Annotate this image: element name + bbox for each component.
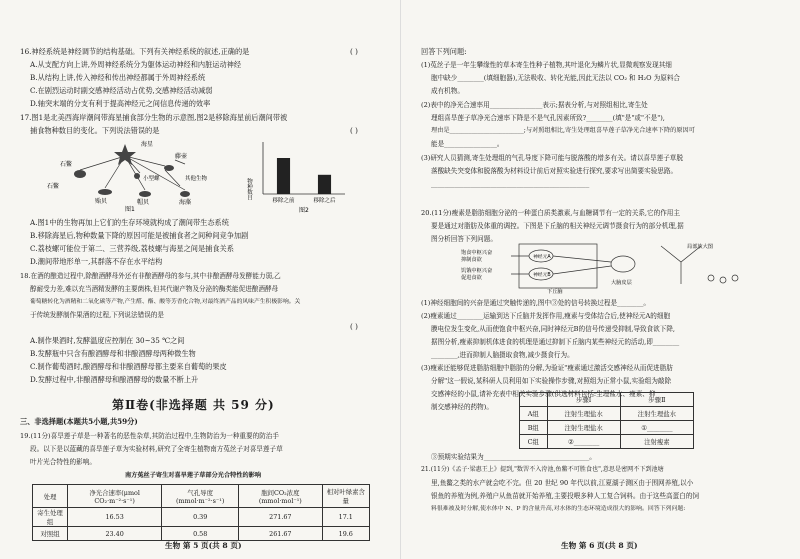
q16-stem: 16.神经系统是神经调节的结构基础。下列有关神经系统的叙述,正确的是 — [20, 47, 250, 56]
q21-stem-line4: 料很难被及时分解,使水体中 N、P 的含量升高,对水体的生态环境造成很大的影响。回答下列问题: — [431, 506, 686, 512]
table-row — [33, 527, 370, 541]
q17-stem-line1: 17.图1是北美西海岸潮间带海星捕食部分生物的示意图,图2是移除海星前后潮间带被 — [20, 113, 288, 122]
q17-option-b: B.移除海星后,物种数量下降的原因可能是被捕食者之间种间竞争加剧 — [30, 231, 249, 240]
q19-table-title: 南方菟丝子寄生对喜旱莲子草部分光合特性的影响 — [125, 472, 262, 479]
fw-label-chiton: 石鳖 — [60, 161, 73, 168]
fw-label-snail: 小型螺 — [143, 176, 160, 182]
q20-2-line2: 膜电位发生变化,从而使饱食中枢兴奋,同时神经元B的信号传递受抑制,导致食欲下降, — [431, 325, 676, 333]
q19-1-line3: 成有机物。 — [431, 87, 464, 95]
table-cell: 注射瘦素 — [620, 435, 693, 449]
label-cortex: 大脑皮层 — [611, 280, 632, 286]
fig2-ylabel: 物种数目 — [246, 178, 252, 200]
table-cell: 19.6 — [322, 527, 370, 541]
q19-3-line3: ________________________________________________ — [431, 180, 590, 188]
table-header-cell — [520, 393, 548, 407]
table-row — [520, 435, 694, 449]
fw-label-starfish: 海星 — [141, 141, 154, 148]
page-footer-right: 生物 第 6 页(共 8 页) — [561, 541, 638, 550]
table-cell: 23.40 — [68, 527, 162, 541]
label-promote: 促进食欲 — [461, 275, 482, 281]
q20-steps-table — [519, 392, 694, 449]
table-cell: 对照组 — [33, 527, 68, 541]
q17-food-web-figure — [45, 138, 225, 212]
label-satiety: 饱食中枢兴奋 — [461, 250, 493, 256]
q20-stem-line1: 20.(11分)瘦素是脂肪细胞分泌的一种蛋白质类激素,与血糖调节有一定的关系,它的作用主 — [421, 209, 680, 217]
label-neuron-a: 神经元A — [533, 255, 551, 260]
q18-answer-paren: ( ) — [350, 322, 358, 331]
label-zoom: 局部放大图 — [687, 244, 713, 250]
q18-option-a: A.制作果酒时,发酵温度应控制在 30~35 ℃之间 — [30, 336, 185, 345]
fw-label-limpet: 帽贝 — [137, 199, 150, 206]
table-header-cell: 胞间CO₂浓度(mmol·mol⁻¹) — [239, 485, 322, 508]
table-header-cell: 处理 — [33, 485, 68, 508]
x-tick-label: 移除之前 — [272, 198, 295, 204]
table-row — [520, 421, 694, 435]
q19-2-line1: (2)表中的净光合速率用________________表示;据表分析,与对照组相比,寄生处 — [421, 101, 648, 109]
fw-label-chiton2: 石鳖 — [47, 183, 60, 190]
q19-stem-line1: 19.(11分)喜旱莲子草是一种著名的恶性杂草,其防治过程中,生物防治为一种重要的防治手 — [20, 432, 279, 440]
q18-option-b: B.发酵瓶中只含有酿酒酵母和非酿酒酵母两种微生物 — [30, 349, 196, 358]
table-row — [33, 508, 370, 527]
q17-option-a: A.图1中的生物再加上它们的生存环境就构成了潮间带生态系统 — [30, 218, 229, 227]
fw-label-other: 其他生物 — [185, 176, 208, 182]
q19-stem-line2: 段。以下是以蓝藏的喜旱莲子草为实验材料,研究了全寄生植物南方菟丝子对喜旱莲子草 — [30, 445, 283, 453]
q21-stem-line2: 里,鱼鳖之类的水产就会吃不完。但 20 世纪 90 年代以前,江夏湖子测区由于围网养殖,以小 — [431, 479, 694, 487]
q20-neuron-diagram — [461, 240, 761, 294]
table-cell: 寄生处理组 — [33, 508, 68, 527]
table-cell: 0.58 — [162, 527, 239, 541]
fw-label-mussel: 贻贝 — [95, 198, 108, 205]
right-page — [400, 0, 800, 559]
page-footer-left: 生物 第 5 页(共 8 页) — [165, 541, 242, 550]
q16-answer-paren: ( ) — [350, 47, 358, 56]
q20-1: (1)神经细胞间的兴奋是通过突触传递的,图中③处的信号转换过程是________。 — [421, 299, 651, 307]
bar-0 — [277, 158, 290, 194]
part2-title: 第Ⅱ卷(非选择题 共 59 分) — [112, 398, 275, 412]
table-cell: ②________ — [547, 435, 620, 449]
table-cell: 17.1 — [322, 508, 370, 527]
table-cell: 注射生理盐水 — [620, 407, 693, 421]
table-cell: B组 — [520, 421, 548, 435]
table-cell: C组 — [520, 435, 548, 449]
q19-data-table — [32, 484, 370, 541]
fig2-caption: 图2 — [299, 207, 309, 214]
q18-stem-line1: 18.在酒的酿造过程中,除酿酒酵母外还有非酿酒酵母的参与,其中非酿酒酵母发酵能力弱,乙 — [20, 272, 281, 280]
table-header-cell: 净光合速率(μmol CO₂·m⁻²·s⁻¹) — [68, 485, 162, 508]
label-hypothalamus: 下丘脑 — [547, 289, 563, 294]
table-cell: 261.67 — [239, 527, 322, 541]
label-neuron-b: 神经元B — [533, 273, 551, 278]
q18-stem-line4: 于传统发酵制作果酒的过程,下列说法错误的是 — [30, 311, 164, 319]
table-header-row — [33, 485, 370, 508]
q20-3-line3: 交感神经的小鼠,请补充表中相关实验步骤(供选材料包括:生理盐水、瘦素、抑 — [431, 390, 656, 398]
q19-3-line1: (3)研究人员猜测,寄生处理组的气孔导度下降可能与脱落酸的增多有关。请以喜旱莲子草脱 — [421, 154, 683, 162]
hypothalamus-box — [519, 244, 597, 288]
fw-label-algae: 海藻 — [179, 199, 192, 206]
q20-3-line1: (3)瘦素还能够促进脂肪细胞中脂肪的分解,为验证"瘦素通过激活交感神经从而促进脂肪 — [421, 364, 673, 372]
table-cell: 0.39 — [162, 508, 239, 527]
q17-option-d: D.潮间带地形单一,其群落不存在水平结构 — [30, 257, 163, 266]
q20-3-expected: ③预期实验结果为________________________________。 — [431, 453, 596, 461]
q17-species-bar-chart — [245, 138, 355, 214]
table-header-cell: 步骤Ⅱ — [620, 393, 693, 407]
q17-stem-line2: 捕食物种数目的变化。下列说法错误的是 — [30, 126, 160, 135]
q19-2-line4: 能是________________。 — [431, 140, 504, 148]
q19-1-line1: (1)菟丝子是一年生攀缘性的草本寄生性种子植物,其叶退化为鳞片状,显微观察发现其细 — [421, 61, 672, 69]
q20-3-line2: 分解"这一假说,某科研人员利用如下实验操作步骤,对照组为正常小鼠,实验组为敲除 — [431, 377, 672, 385]
q16-option-c: C.在剧烈运动时副交感神经活动占优势,交感神经活动减弱 — [30, 86, 213, 95]
table-cell: 16.53 — [68, 508, 162, 527]
fw-label-barnacle: 藤壶 — [175, 153, 188, 160]
q18-stem-line2: 醇耐受力差,难以充当酒精发酵的主要菌株,但其代谢产物及分泌的酶类能促进酿酒酵母 — [30, 285, 279, 293]
q21-stem-line1: 21.(11分)《孟子·梁惠王上》提到,"数罟不入洿池,鱼鳖不可胜食也",意思是密网不下到池塘 — [421, 466, 664, 473]
label-hunger: 饥饿中枢兴奋 — [461, 268, 493, 274]
q20-3-line4: 制交感神经的药物)。 — [431, 403, 493, 411]
answer-intro: 回答下列问题: — [421, 47, 467, 56]
q18-option-d: D.发酵过程中,非酿酒酵母和酿酒酵母的数量不断上升 — [30, 375, 199, 384]
fig1-caption: 图1 — [125, 206, 135, 212]
q19-1-line2: 胞中缺少________(填细胞器),无法吸收、转化光能,因此无法以 CO₂ 和 H₂O 为原料合 — [431, 74, 681, 82]
label-suppress: 抑制食欲 — [461, 257, 482, 263]
table-header-cell: 相对叶绿素含量 — [322, 485, 370, 508]
table-header-cell: 气孔导度(mmol·m⁻²·s⁻¹) — [162, 485, 239, 508]
q21-stem-line3: 银鱼的养殖为例,养殖户从鱼苗就开始养殖,主要投喂多种人工复合饲料。由于这些高蛋白的饲 — [431, 492, 699, 500]
q19-stem-line3: 叶片光合特性的影响。 — [30, 458, 96, 466]
q19-2-line2: 理组喜旱莲子草净光合速率下降是不是气孔因素所致?________(填"是"或"不是"), — [431, 114, 665, 122]
table-cell: 注射生理盐水 — [547, 407, 620, 421]
q17-answer-paren: ( ) — [350, 126, 358, 135]
table-header-row — [520, 393, 694, 407]
q19-2-line3: 理由是________________________;与对照组相比,寄生处理组喜旱莲子草净光合速率下降的原因可 — [431, 127, 695, 134]
table-row — [520, 407, 694, 421]
q20-2-line1: (2)瘦素通过________运输到达下丘脑并发挥作用,瘦素与受体结合后,使神经元A的细胞 — [421, 312, 671, 320]
q18-stem-line3: 葡萄糖转化为酒精和二氧化碳等产物,产生醛、酯、酸等芳香化合物,对最终酒产品的风味产生积极影响。关 — [30, 299, 301, 305]
q16-option-b: B.从结构上讲,传入神经和传出神经都属于外周神经系统 — [30, 73, 206, 82]
table-header-cell: 步骤Ⅰ — [547, 393, 620, 407]
q16-option-a: A.从支配方向上讲,外周神经系统分为躯体运动神经和内脏运动神经 — [30, 60, 242, 69]
q20-stem-line3: 图分析回答下列问题。 — [431, 235, 497, 243]
x-tick-label: 移除之后 — [313, 198, 336, 204]
q20-stem-line2: 要是通过对脂肪及体重的调控。下图是下丘脑的相关神经元调节摄食行为的部分机理,据 — [431, 222, 684, 230]
q20-2-line4: ________,进而抑制人脑摄取食物,减少摄食行为。 — [431, 351, 574, 359]
bar-1 — [318, 175, 331, 194]
section3-heading: 三、非选择题(本题共5小题,共59分) — [20, 417, 138, 426]
q19-3-line2: 落酸缺失突变体和脱落酸为材料设计前后对照实验进行探究,要求写出简要实验思路。 — [431, 167, 678, 175]
q17-option-c: C.荔枝螺可能位于第二、三营养级,荔枝螺与海星之间是捕食关系 — [30, 244, 234, 253]
table-cell: 注射生理盐水 — [547, 421, 620, 435]
q20-2-line3: 据图分析,瘦素抑制机体进食的机理是通过抑制下丘脑内某些神经元的活动,即________ — [431, 338, 680, 346]
table-cell: A组 — [520, 407, 548, 421]
q18-option-c: C.制作葡萄酒时,酿酒酵母和非酿酒酵母都主要来自葡萄的果皮 — [30, 362, 227, 371]
table-cell: 271.67 — [239, 508, 322, 527]
q16-option-d: D.轴突末端的分支有利于提高神经元之间信息传递的效率 — [30, 99, 211, 108]
table-cell: ①________ — [620, 421, 693, 435]
